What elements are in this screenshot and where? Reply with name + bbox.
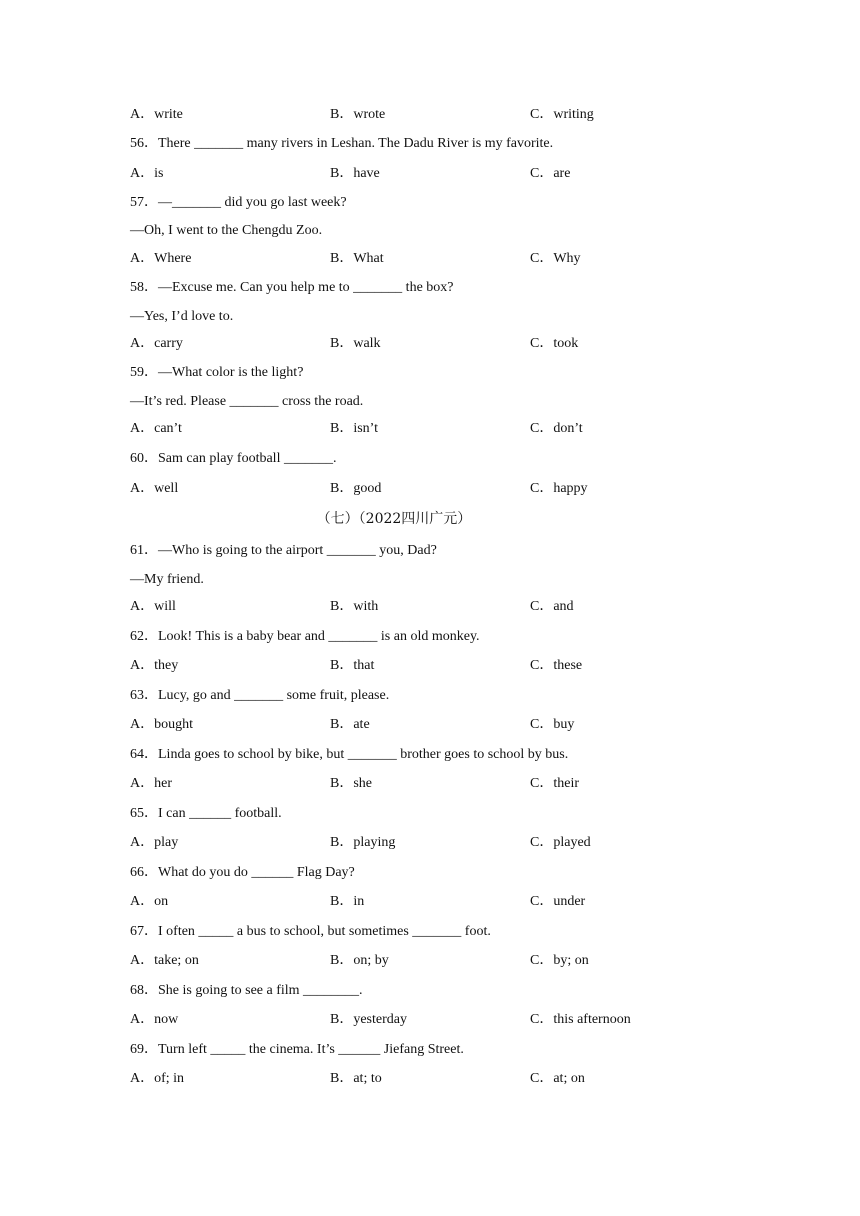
- option-a: A．carry: [130, 336, 183, 351]
- option-b: B．good: [330, 481, 382, 496]
- option-b: B．wrote: [330, 107, 386, 122]
- question-57-reply: —Oh, I went to the Chengdu Zoo.: [130, 223, 323, 238]
- option-a: A．is: [130, 166, 164, 181]
- option-b: B．have: [330, 166, 380, 181]
- question-58-reply: —Yes, I’d love to.: [130, 309, 234, 324]
- option-c: C．took: [530, 336, 579, 351]
- option-c: C．at; on: [530, 1071, 585, 1086]
- option-c: C．don’t: [530, 421, 583, 436]
- option-a: A．well: [130, 481, 179, 496]
- question-58-text: 58．—Excuse me. Can you help me to _______ the box?: [130, 280, 454, 295]
- option-c: C．under: [530, 894, 586, 909]
- option-a: A．her: [130, 776, 172, 791]
- option-b: B．What: [330, 251, 384, 266]
- option-b: B．playing: [330, 835, 396, 850]
- question-62-text: 62．Look! This is a baby bear and _______ is an old monkey.: [130, 629, 480, 644]
- question-59-reply: —It’s red. Please _______ cross the road.: [130, 394, 364, 409]
- option-c: C．Why: [530, 251, 581, 266]
- question-69-text: 69．Turn left _____ the cinema. It’s ______ Jiefang Street.: [130, 1042, 464, 1057]
- question-59-text: 59．—What color is the light?: [130, 365, 304, 380]
- option-c: C．their: [530, 776, 579, 791]
- option-b: B．she: [330, 776, 372, 791]
- question-67-text: 67．I often _____ a bus to school, but sometimes _______ foot.: [130, 924, 491, 939]
- question-56-text: 56．There _______ many rivers in Leshan. The Dadu River is my favorite.: [130, 136, 554, 151]
- option-c: C．this afternoon: [530, 1012, 631, 1027]
- option-b: B．yesterday: [330, 1012, 407, 1027]
- option-b: B．ate: [330, 717, 370, 732]
- option-b: B．walk: [330, 336, 381, 351]
- option-b: B．that: [330, 658, 375, 673]
- option-c: C．and: [530, 599, 574, 614]
- option-a: A．can’t: [130, 421, 182, 436]
- question-61-reply: —My friend.: [130, 572, 204, 587]
- option-b: B．on; by: [330, 953, 389, 968]
- option-a: A．bought: [130, 717, 193, 732]
- option-c: C．these: [530, 658, 583, 673]
- option-c: C．are: [530, 166, 571, 181]
- option-a: A．play: [130, 835, 179, 850]
- option-a: A．Where: [130, 251, 192, 266]
- option-c: C．happy: [530, 481, 588, 496]
- option-b: B．at; to: [330, 1071, 382, 1086]
- option-a: A．take; on: [130, 953, 199, 968]
- question-64-text: 64．Linda goes to school by bike, but _______ brother goes to school by bus.: [130, 747, 569, 762]
- question-68-text: 68．She is going to see a film ________.: [130, 983, 363, 998]
- option-a: A．on: [130, 894, 169, 909]
- option-a: A．will: [130, 599, 176, 614]
- option-b: B．isn’t: [330, 421, 378, 436]
- option-c: C．writing: [530, 107, 594, 122]
- question-66-text: 66．What do you do ______ Flag Day?: [130, 865, 355, 880]
- question-61-text: 61．—Who is going to the airport _______ you, Dad?: [130, 543, 437, 558]
- option-c: C．played: [530, 835, 591, 850]
- option-b: B．in: [330, 894, 365, 909]
- question-65-text: 65．I can ______ football.: [130, 806, 282, 821]
- option-b: B．with: [330, 599, 379, 614]
- section-heading: （七）（2022四川广元）: [316, 511, 472, 527]
- worksheet-page: [130, 0, 730, 1216]
- option-c: C．buy: [530, 717, 575, 732]
- question-60-text: 60．Sam can play football _______.: [130, 451, 337, 466]
- question-63-text: 63．Lucy, go and _______ some fruit, please.: [130, 688, 390, 703]
- option-c: C．by; on: [530, 953, 589, 968]
- option-a: A．they: [130, 658, 179, 673]
- question-57-text: 57．—_______ did you go last week?: [130, 195, 347, 210]
- option-a: A．write: [130, 107, 183, 122]
- option-a: A．now: [130, 1012, 179, 1027]
- option-a: A．of; in: [130, 1071, 185, 1086]
